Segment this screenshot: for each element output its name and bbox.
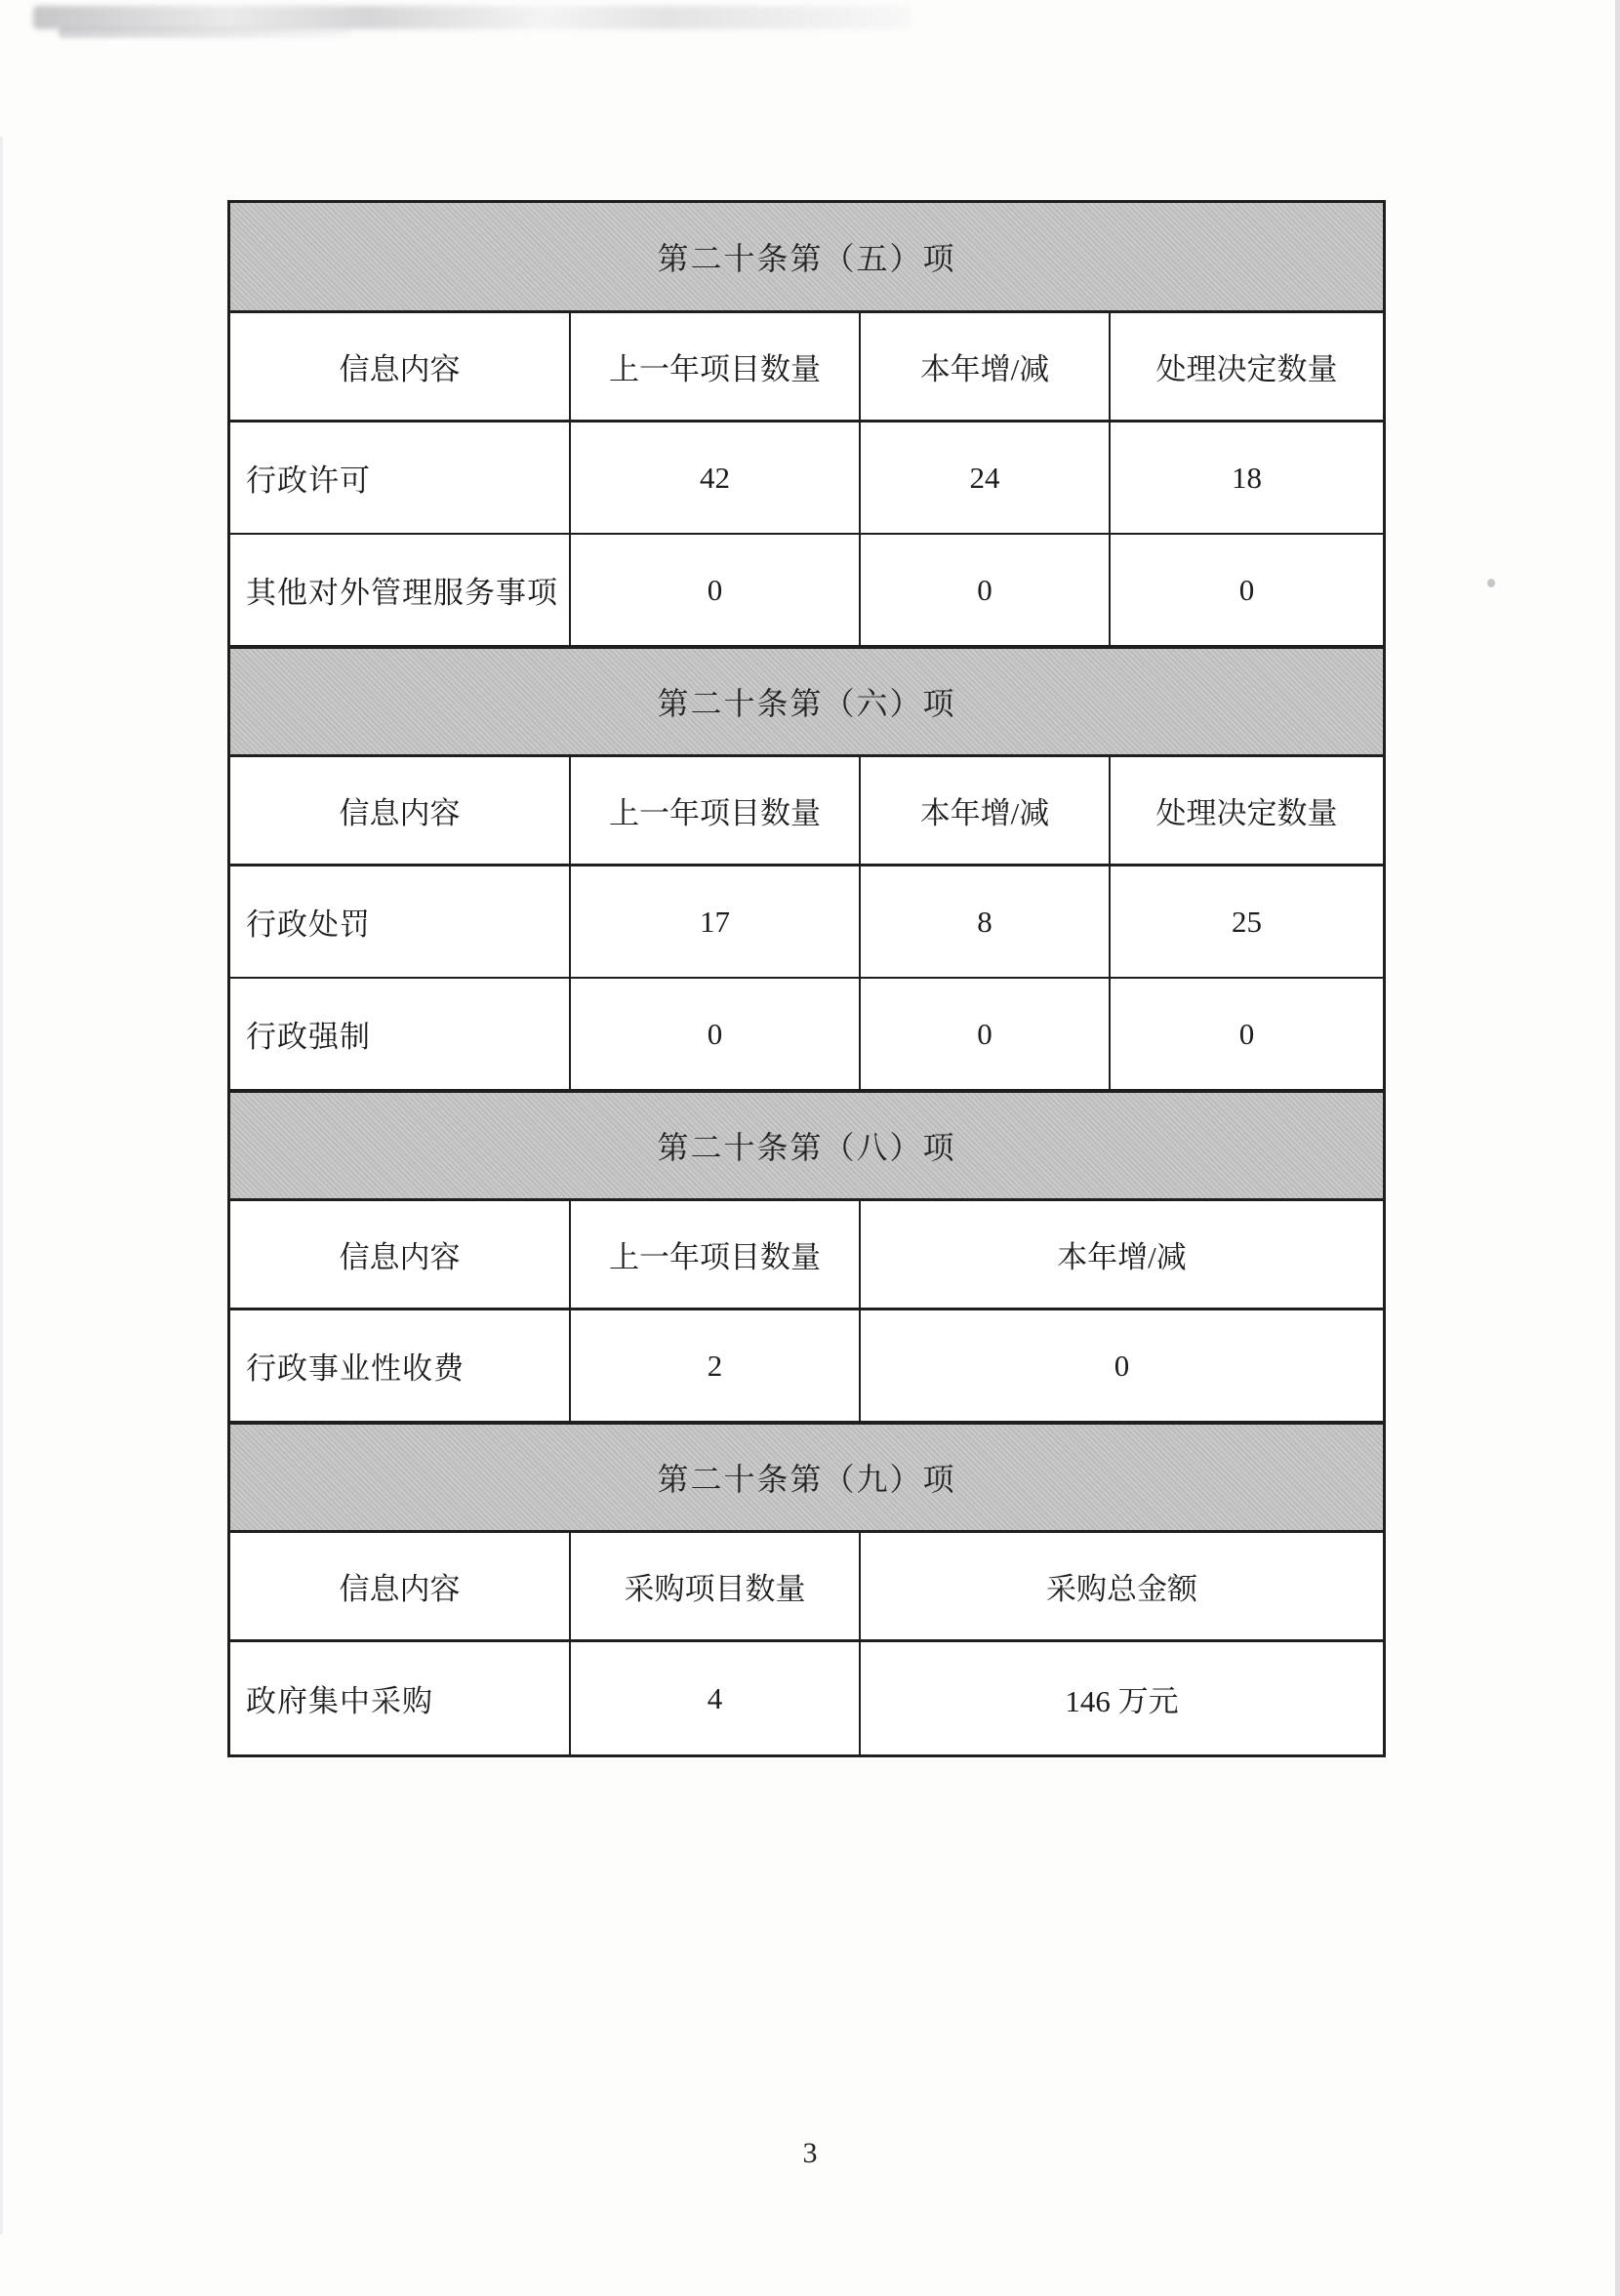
data-cell: 0 xyxy=(571,979,861,1089)
column-header: 采购总金额 xyxy=(1046,1572,1197,1606)
data-cell: 0 xyxy=(861,535,1111,645)
scan-speck xyxy=(1487,579,1495,587)
section-title-text: 第二十条第（五）项 xyxy=(657,241,956,276)
data-cell: 24 xyxy=(861,423,1111,533)
scan-smudge xyxy=(33,6,911,29)
data-cell: 146 万元 xyxy=(1065,1684,1179,1718)
header-row-item6 xyxy=(230,757,1383,866)
column-header: 处理决定数量 xyxy=(1155,352,1338,386)
section-title-item6 xyxy=(230,647,1383,757)
scan-edge-left xyxy=(0,137,3,2235)
column-header: 上一年项目数量 xyxy=(571,757,861,864)
section-title-item9 xyxy=(230,1423,1383,1533)
data-cell: 8 xyxy=(861,866,1111,977)
table-row xyxy=(230,1642,1383,1754)
column-header: 信息内容 xyxy=(230,313,571,420)
section-title-text: 第二十条第（八）项 xyxy=(657,1130,956,1165)
table-row xyxy=(230,866,1383,979)
data-cell: 4 xyxy=(571,1642,861,1754)
column-header: 本年增/减 xyxy=(861,313,1111,420)
section-title-text: 第二十条第（九）项 xyxy=(657,1462,956,1497)
scan-edge-right xyxy=(1615,0,1620,2296)
data-cell: 0 xyxy=(1114,1348,1130,1383)
column-header: 采购项目数量 xyxy=(571,1533,861,1639)
row-label: 行政许可 xyxy=(230,423,571,533)
column-header: 上一年项目数量 xyxy=(571,1201,861,1308)
data-cell: 0 xyxy=(571,535,861,645)
table-row xyxy=(230,979,1383,1091)
header-row-item8 xyxy=(230,1201,1383,1310)
data-cell: 17 xyxy=(571,866,861,977)
data-cell: 25 xyxy=(1232,904,1262,939)
data-cell: 42 xyxy=(571,423,861,533)
row-label: 行政处罚 xyxy=(230,866,571,977)
section-title-item8 xyxy=(230,1091,1383,1201)
column-header: 上一年项目数量 xyxy=(571,313,861,420)
row-label: 行政事业性收费 xyxy=(230,1310,571,1421)
column-header: 信息内容 xyxy=(230,1201,571,1308)
data-cell: 2 xyxy=(571,1310,861,1421)
row-label: 政府集中采购 xyxy=(230,1642,571,1754)
table-row xyxy=(230,1310,1383,1423)
column-header: 信息内容 xyxy=(230,1533,571,1639)
header-row-item9 xyxy=(230,1533,1383,1642)
data-cell: 0 xyxy=(1238,572,1255,607)
disclosure-report-table xyxy=(227,200,1386,1757)
column-header: 信息内容 xyxy=(230,757,571,864)
header-row-item5 xyxy=(230,313,1383,423)
table-row xyxy=(230,423,1383,535)
column-header: 本年增/减 xyxy=(1057,1240,1187,1274)
section-title-item5 xyxy=(230,203,1383,313)
table-row xyxy=(230,535,1383,647)
page-number: 3 xyxy=(802,2137,818,2169)
column-header: 处理决定数量 xyxy=(1155,796,1338,830)
data-cell: 18 xyxy=(1232,460,1262,495)
row-label: 其他对外管理服务事项 xyxy=(230,535,571,645)
scan-smudge-small xyxy=(59,27,351,38)
row-label: 行政强制 xyxy=(230,979,571,1089)
column-header: 本年增/减 xyxy=(861,757,1111,864)
data-cell: 0 xyxy=(1238,1016,1255,1051)
data-cell: 0 xyxy=(861,979,1111,1089)
section-title-text: 第二十条第（六）项 xyxy=(657,686,956,721)
